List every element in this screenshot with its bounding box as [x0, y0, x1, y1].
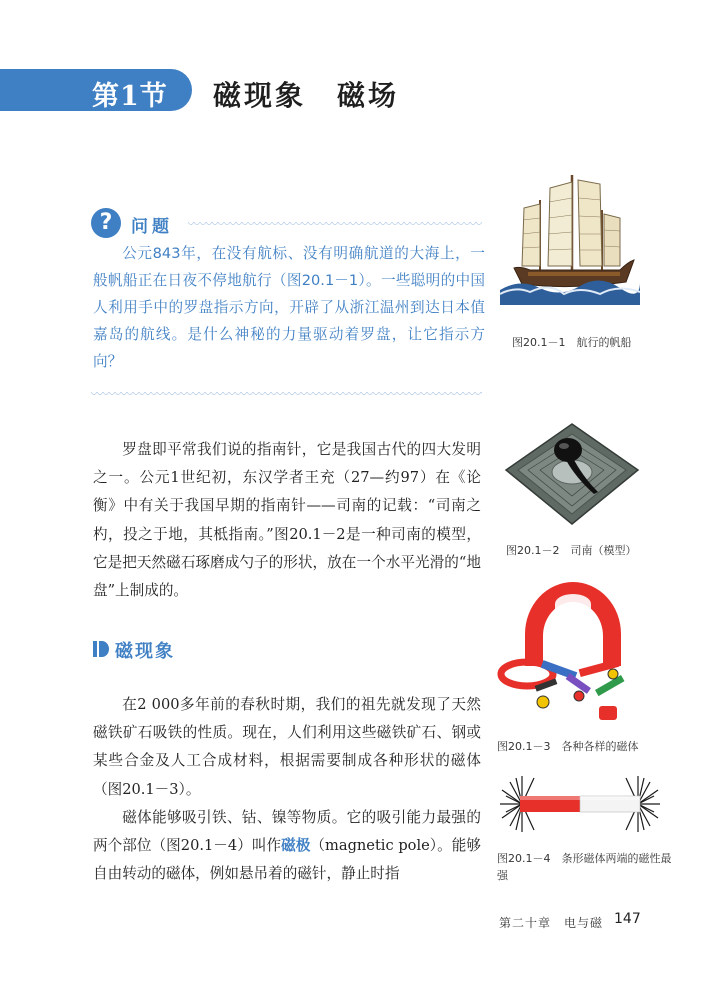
various-magnets-illustration — [495, 574, 645, 734]
paragraph-compass: 罗盘即平常我们说的指南针，它是我国古代的四大发明之一。公元1世纪初，东汉学者王充（27—约97）在《论衡》中有关于我国早期的指南针——司南的记载：“司南之杓，投之于地，其柢指南。”图20.1－2是一种司南的模型，它是把天然磁石琢磨成勺子的形状，放在一个水平光滑的“地盘”上制成的。 — [93, 441, 481, 600]
problem-label: 问题 — [131, 217, 173, 237]
subsection-title: 磁现象 — [115, 641, 175, 662]
footer-chapter: 第二十章 电与磁 — [499, 916, 604, 930]
problem-text: 公元843年，在没有航标、没有明确航道的大海上，一般帆船正在日夜不停地航行（图20.1－1）。一些聪明的中国人利用手中的罗盘指示方向，开辟了从浙江温州到达日本值嘉岛的航线。是什么神秘的力量驱动着罗盘，让它指示方向？ — [93, 245, 485, 370]
problem-top-divider — [188, 222, 482, 228]
paragraph-magnetic-pole: 磁体能够吸引铁、钴、镍等物质。它的吸引能力最强的两个部位（图20.1－4）叫作磁极（magnetic pole）。能够自由转动的磁体，例如悬吊着的磁针，静止时指 — [93, 808, 481, 883]
page-number: 147 — [614, 911, 641, 927]
bar-magnet-filings-illustration — [500, 768, 660, 840]
sailing-ship-illustration — [500, 170, 640, 310]
figure-1-caption: 图20.1－1 航行的帆船 — [512, 336, 632, 349]
subsection-marker-icon — [93, 641, 109, 657]
paragraph-magnets: 在2 000多年前的春秋时期，我们的祖先就发现了天然磁铁矿石吸铁的性质。现在，人们利用这些磁铁矿石、钢或某些合金及人工合成材料，根据需要制成各种形状的磁体（图20.1－3）。 磁体能够吸引铁、钴、镍等物质。它的吸引能力最强的两个部位（图20.1－4）叫作磁极（magnetic pole）。能够自由转动的磁体，例如悬吊着的磁针，静止时指 — [93, 691, 481, 888]
problem-bottom-divider — [91, 392, 482, 398]
figure-3-caption: 图20.1－3 各种各样的磁体 — [497, 740, 639, 753]
figure-4-caption: 图20.1－4 条形磁体两端的磁性最强 — [497, 852, 672, 882]
sinan-compass-model-illustration — [502, 420, 642, 530]
figure-2-caption: 图20.1－2 司南（模型） — [506, 544, 637, 557]
term-magnetic-pole: 磁极 — [281, 837, 311, 855]
question-icon: ? — [91, 208, 121, 238]
section-number: 第1节 — [92, 81, 168, 112]
section-title: 磁现象 磁场 — [213, 79, 400, 112]
